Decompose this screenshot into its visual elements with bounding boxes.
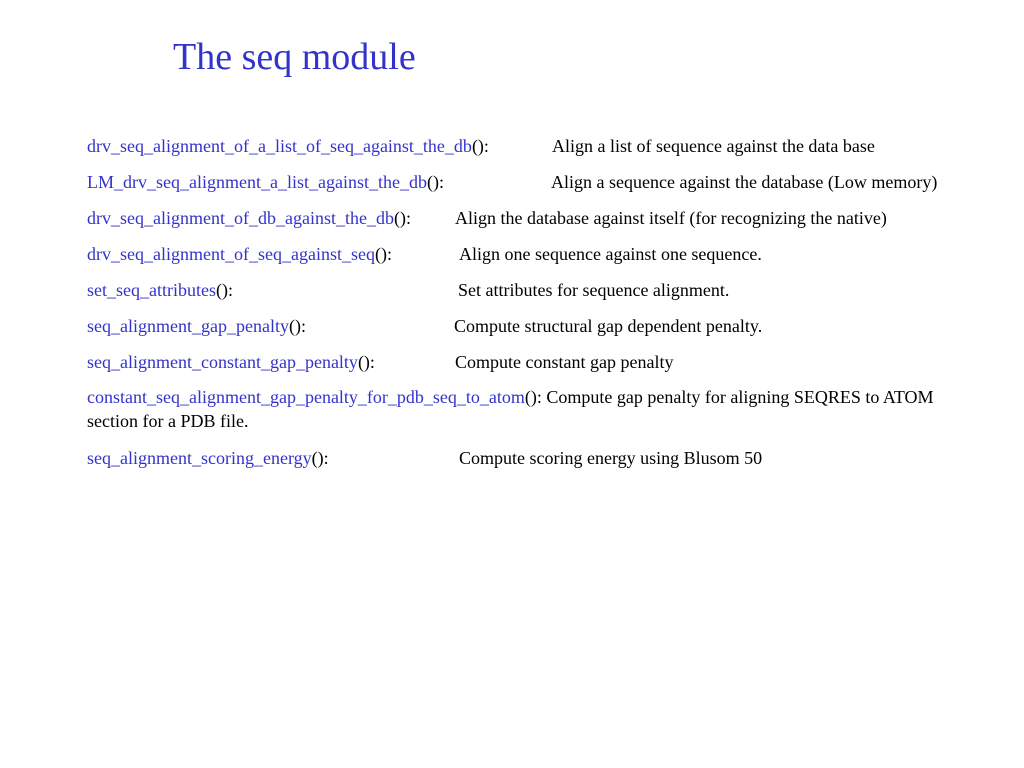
function-parens: (): — [215, 280, 233, 300]
list-item — [87, 278, 730, 302]
function-parens: (): — [288, 316, 306, 336]
list-item — [87, 170, 938, 194]
list-item — [87, 206, 887, 230]
list-item — [87, 134, 875, 158]
function-description: Align one sequence against one sequence. — [459, 244, 762, 264]
function-parens: (): — [374, 244, 392, 264]
function-description: Compute gap penalty for aligning SEQRES to ATOM section for a PDB file. — [87, 387, 934, 431]
page-title: The seq module — [173, 36, 416, 78]
list-item — [87, 446, 763, 470]
function-description: Align a sequence against the database (Low memory) — [551, 172, 938, 192]
function-name: seq_alignment_gap_penalty — [87, 316, 289, 336]
function-parens: (): — [524, 387, 542, 407]
function-name: drv_seq_alignment_of_a_list_of_seq_against_the_db — [87, 136, 472, 156]
function-description: Align the database against itself (for recognizing the native) — [455, 208, 887, 228]
function-description: Set attributes for sequence alignment. — [458, 280, 730, 300]
function-description: Compute scoring energy using Blusom 50 — [459, 448, 763, 468]
list-item — [87, 314, 763, 338]
function-parens: (): — [471, 136, 489, 156]
function-parens: (): — [426, 172, 444, 192]
function-description: Align a list of sequence against the data base — [552, 136, 875, 156]
function-description: Compute constant gap penalty — [455, 352, 674, 372]
function-description: Compute structural gap dependent penalty. — [454, 316, 763, 336]
function-parens: (): — [311, 448, 329, 468]
list-item — [87, 242, 762, 266]
function-name: seq_alignment_scoring_energy — [87, 448, 312, 468]
function-name: drv_seq_alignment_of_db_against_the_db — [87, 208, 394, 228]
list-item — [87, 350, 674, 374]
function-name: constant_seq_alignment_gap_penalty_for_pdb_seq_to_atom — [87, 387, 525, 407]
function-name: LM_drv_seq_alignment_a_list_against_the_db — [87, 172, 427, 192]
function-name: seq_alignment_constant_gap_penalty — [87, 352, 358, 372]
function-name: set_seq_attributes — [87, 280, 216, 300]
function-parens: (): — [357, 352, 375, 372]
function-parens: (): — [393, 208, 411, 228]
function-name: drv_seq_alignment_of_seq_against_seq — [87, 244, 375, 264]
list-item — [87, 385, 977, 433]
